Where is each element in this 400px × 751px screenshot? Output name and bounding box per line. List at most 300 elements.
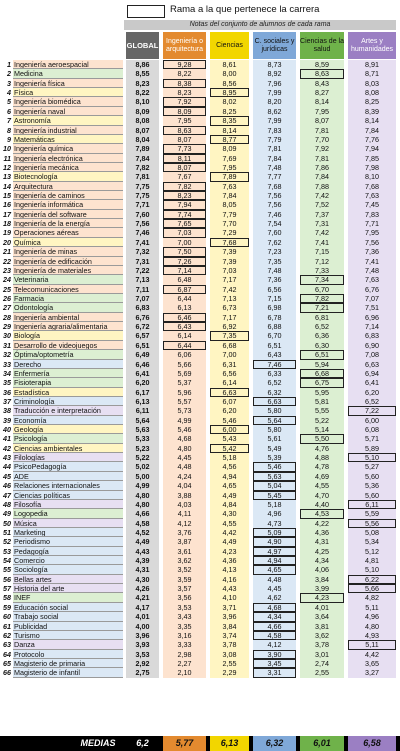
- career-name: Desarrollo de videojuegos: [13, 341, 123, 350]
- medias-label: MEDIAS: [80, 738, 116, 748]
- branch-grade-3: 4,65: [253, 565, 296, 574]
- row-rank: 22: [3, 256, 11, 266]
- table-row: [0, 350, 400, 359]
- branch-grade-3: 4,58: [253, 631, 296, 640]
- row-rank: 42: [3, 443, 11, 453]
- branch-grade-3: 7,99: [253, 116, 296, 125]
- career-name: Ingeniería del software: [13, 210, 123, 219]
- branch-grade-1: 4,80: [163, 444, 206, 453]
- branch-grade-5: 7,14: [348, 322, 396, 331]
- branch-grade-3: 7,81: [253, 144, 296, 153]
- branch-grade-5: 7,07: [348, 294, 396, 303]
- branch-grade-4: 6,81: [300, 313, 344, 322]
- table-body: [0, 60, 400, 678]
- branch-grade-1: 7,67: [163, 172, 206, 181]
- branch-grade-5: 5,71: [348, 434, 396, 443]
- branch-grade-1: 2,98: [163, 650, 206, 659]
- global-grade: 5,33: [126, 434, 159, 443]
- career-name: PsicoPedagogía: [13, 462, 123, 471]
- branch-grade-2: 6,14: [210, 378, 249, 387]
- career-name: Ingeniería de caminos: [13, 191, 123, 200]
- branch-grade-1: 3,88: [163, 491, 206, 500]
- career-name: Logopedia: [13, 509, 123, 518]
- branch-grade-4: 5,81: [300, 397, 344, 406]
- branch-grade-5: 7,76: [348, 135, 396, 144]
- branch-grade-2: 6,56: [210, 369, 249, 378]
- career-name: Ciencias ambientales: [13, 444, 123, 453]
- branch-grade-1: 8,07: [163, 163, 206, 172]
- global-grade: 4,66: [126, 509, 159, 518]
- branch-grade-2: 7,13: [210, 294, 249, 303]
- branch-grade-4: 4,36: [300, 528, 344, 537]
- global-grade: 7,22: [126, 266, 159, 275]
- branch-grade-3: 7,77: [253, 172, 296, 181]
- table-row: [0, 612, 400, 621]
- branch-grade-4: 8,27: [300, 88, 344, 97]
- branch-grade-4: 4,69: [300, 472, 344, 481]
- branch-grade-2: 7,17: [210, 313, 249, 322]
- branch-grade-3: 5,61: [253, 434, 296, 443]
- table-row: [0, 275, 400, 284]
- career-name: Óptima/optometría: [13, 350, 123, 359]
- global-grade: 7,46: [126, 228, 159, 237]
- table-row: [0, 322, 400, 331]
- global-grade: 7,07: [126, 294, 159, 303]
- branch-grade-5: 5,89: [348, 444, 396, 453]
- global-grade: 7,41: [126, 238, 159, 247]
- table-row: [0, 575, 400, 584]
- branch-grade-1: 6,06: [163, 350, 206, 359]
- branch-grade-1: 4,11: [163, 509, 206, 518]
- branch-grade-4: 7,12: [300, 257, 344, 266]
- row-rank: 18: [3, 219, 11, 229]
- header-branch-5: [348, 32, 396, 59]
- row-rank: 21: [3, 247, 11, 257]
- global-grade: 6,46: [126, 360, 159, 369]
- branch-grade-1: 3,16: [163, 631, 206, 640]
- row-rank: 34: [3, 368, 11, 378]
- branch-grade-5: 8,71: [348, 69, 396, 78]
- branch-grade-2: 6,63: [210, 388, 249, 397]
- branch-grade-3: 4,68: [253, 603, 296, 612]
- branch-grade-5: 7,98: [348, 163, 396, 172]
- table-row: [0, 668, 400, 677]
- global-grade: 7,84: [126, 154, 159, 163]
- global-grade: 4,26: [126, 584, 159, 593]
- branch-grade-1: 7,73: [163, 144, 206, 153]
- branch-grade-3: 7,48: [253, 163, 296, 172]
- branch-grade-3: 4,34: [253, 612, 296, 621]
- subtitle-band: Notas del conjunto de alumnos de cada rama: [124, 20, 396, 30]
- branch-grade-1: 7,14: [163, 266, 206, 275]
- branch-grade-2: 8,00: [210, 69, 249, 78]
- career-name: Estadística: [13, 388, 123, 397]
- branch-grade-3: 6,32: [253, 388, 296, 397]
- career-name: Biotecnología: [13, 172, 123, 181]
- branch-grade-4: 7,82: [300, 294, 344, 303]
- branch-grade-1: 4,99: [163, 416, 206, 425]
- branch-grade-3: 4,66: [253, 622, 296, 631]
- branch-grade-2: 2,29: [210, 668, 249, 677]
- branch-grade-4: 7,41: [300, 238, 344, 247]
- branch-grade-2: 4,43: [210, 584, 249, 593]
- row-rank: 61: [3, 621, 11, 631]
- global-grade: 7,81: [126, 172, 159, 181]
- medias-row: [0, 736, 400, 751]
- branch-grade-3: 5,18: [253, 500, 296, 509]
- career-name: Química: [13, 238, 123, 247]
- branch-grade-4: 4,06: [300, 565, 344, 574]
- global-grade: 8,09: [126, 107, 159, 116]
- branch-grade-1: 6,43: [163, 322, 206, 331]
- global-grade: 8,22: [126, 88, 159, 97]
- row-rank: 59: [3, 602, 11, 612]
- branch-grade-1: 7,26: [163, 257, 206, 266]
- branch-grade-5: 5,12: [348, 547, 396, 556]
- branch-grade-1: 3,76: [163, 528, 206, 537]
- career-name: Ingeniería mecánica: [13, 163, 123, 172]
- header-global: [126, 32, 159, 59]
- branch-grade-5: 5,34: [348, 537, 396, 546]
- branch-grade-5: 4,42: [348, 650, 396, 659]
- global-grade: 6,83: [126, 303, 159, 312]
- global-grade: 4,01: [126, 612, 159, 621]
- global-grade: 4,21: [126, 593, 159, 602]
- branch-grade-2: 4,16: [210, 575, 249, 584]
- row-rank: 11: [3, 153, 11, 163]
- table-row: [0, 528, 400, 537]
- row-rank: 57: [3, 584, 11, 594]
- global-grade: 6,41: [126, 369, 159, 378]
- global-grade: 3,53: [126, 650, 159, 659]
- branch-grade-1: 5,57: [163, 397, 206, 406]
- branch-grade-4: 7,86: [300, 163, 344, 172]
- branch-grade-2: 8,77: [210, 135, 249, 144]
- table-row: [0, 360, 400, 369]
- header-branch-2: [210, 32, 249, 59]
- row-rank: 52: [3, 537, 11, 547]
- branch-grade-3: 5,80: [253, 406, 296, 415]
- row-rank: 25: [3, 284, 11, 294]
- branch-grade-2: 3,78: [210, 640, 249, 649]
- branch-grade-4: 4,40: [300, 500, 344, 509]
- career-name: Magisterio de primaria: [13, 659, 123, 668]
- row-rank: 35: [3, 378, 11, 388]
- header-branch-label: Ciencias de la salud: [300, 37, 344, 53]
- global-grade: 7,60: [126, 210, 159, 219]
- branch-grade-2: 4,30: [210, 509, 249, 518]
- branch-grade-4: 7,95: [300, 107, 344, 116]
- row-rank: 23: [3, 265, 11, 275]
- branch-grade-1: 5,66: [163, 360, 206, 369]
- global-grade: 7,89: [126, 144, 159, 153]
- row-rank: 19: [3, 228, 11, 238]
- branch-grade-3: 4,97: [253, 547, 296, 556]
- branch-grade-2: 4,94: [210, 472, 249, 481]
- global-grade: 4,80: [126, 491, 159, 500]
- branch-grade-5: 7,95: [348, 228, 396, 237]
- global-grade: 6,49: [126, 350, 159, 359]
- global-grade: 4,39: [126, 556, 159, 565]
- branch-grade-2: 5,46: [210, 416, 249, 425]
- global-grade: 5,64: [126, 416, 159, 425]
- branch-grade-1: 5,37: [163, 378, 206, 387]
- header-global-label: GLOBAL: [126, 40, 159, 50]
- row-rank: 20: [3, 237, 11, 247]
- branch-grade-4: 5,95: [300, 388, 344, 397]
- branch-grade-2: 4,65: [210, 481, 249, 490]
- branch-grade-4: 7,92: [300, 144, 344, 153]
- branch-grade-4: 3,62: [300, 631, 344, 640]
- legend-swatch: [127, 5, 165, 18]
- career-name: Ciencias políticas: [13, 491, 123, 500]
- branch-grade-2: 8,25: [210, 107, 249, 116]
- branch-grade-3: 7,46: [253, 360, 296, 369]
- branch-grade-2: 3,74: [210, 631, 249, 640]
- branch-grade-2: 5,42: [210, 444, 249, 453]
- branch-grade-2: 6,20: [210, 406, 249, 415]
- career-name: Marketing: [13, 528, 123, 537]
- branch-grade-1: 5,46: [163, 425, 206, 434]
- branch-grade-4: 4,25: [300, 547, 344, 556]
- row-rank: 62: [3, 630, 11, 640]
- row-rank: 39: [3, 415, 11, 425]
- branch-grade-5: 5,56: [348, 519, 396, 528]
- row-rank: 65: [3, 659, 11, 668]
- branch-grade-3: 5,46: [253, 462, 296, 471]
- global-grade: 4,99: [126, 481, 159, 490]
- branch-grade-4: 7,88: [300, 182, 344, 191]
- career-name: Ingeniería aeroespacial: [13, 60, 123, 69]
- table-row: [0, 266, 400, 275]
- career-name: Traducción e interpretación: [13, 406, 123, 415]
- branch-grade-2: 7,84: [210, 191, 249, 200]
- branch-grade-2: 6,00: [210, 425, 249, 434]
- global-grade: 6,17: [126, 388, 159, 397]
- table-row: [0, 116, 400, 125]
- career-name: Arquitectura: [13, 182, 123, 191]
- branch-grade-5: 6,63: [348, 360, 396, 369]
- branch-grade-2: 4,55: [210, 519, 249, 528]
- row-rank: 33: [3, 359, 11, 369]
- branch-grade-3: 7,60: [253, 228, 296, 237]
- branch-grade-1: 5,96: [163, 388, 206, 397]
- branch-grade-3: 4,73: [253, 519, 296, 528]
- branch-grade-2: 6,07: [210, 397, 249, 406]
- global-grade: 5,23: [126, 444, 159, 453]
- global-grade: 4,00: [126, 622, 159, 631]
- career-name: ADE: [13, 472, 123, 481]
- row-rank: 66: [3, 668, 11, 678]
- branch-grade-5: 6,52: [348, 397, 396, 406]
- global-grade: 2,75: [126, 668, 159, 677]
- table-row: [0, 200, 400, 209]
- row-rank: 24: [3, 275, 11, 285]
- branch-grade-1: 9,28: [163, 60, 206, 69]
- global-grade: 8,55: [126, 69, 159, 78]
- branch-grade-2: 4,13: [210, 565, 249, 574]
- branch-grade-2: 7,70: [210, 219, 249, 228]
- branch-grade-2: 7,63: [210, 182, 249, 191]
- global-grade: 2,92: [126, 659, 159, 668]
- row-rank: 27: [3, 303, 11, 313]
- header-branch-label: C. sociales y jurídicas: [254, 37, 295, 53]
- branch-grade-5: 3,65: [348, 659, 396, 668]
- branch-grade-3: 3,31: [253, 668, 296, 677]
- branch-grade-3: 6,33: [253, 369, 296, 378]
- branch-grade-3: 4,12: [253, 640, 296, 649]
- table-row: [0, 210, 400, 219]
- branch-grade-2: 3,08: [210, 650, 249, 659]
- row-rank: 28: [3, 312, 11, 322]
- branch-grade-4: 8,14: [300, 97, 344, 106]
- row-rank: 63: [3, 640, 11, 650]
- branch-grade-2: 7,95: [210, 163, 249, 172]
- branch-grade-4: 5,94: [300, 360, 344, 369]
- row-rank: 17: [3, 209, 11, 219]
- branch-grade-1: 5,69: [163, 369, 206, 378]
- table-row: [0, 622, 400, 631]
- table-row: [0, 491, 400, 500]
- branch-grade-2: 7,29: [210, 228, 249, 237]
- row-rank: 7: [7, 116, 11, 126]
- branch-grade-3: 6,88: [253, 322, 296, 331]
- branch-grade-5: 6,90: [348, 341, 396, 350]
- branch-grade-1: 3,43: [163, 612, 206, 621]
- branch-grade-3: 5,04: [253, 481, 296, 490]
- branch-grade-2: 7,42: [210, 285, 249, 294]
- career-name: Bellas artes: [13, 575, 123, 584]
- branch-grade-1: 3,53: [163, 603, 206, 612]
- table-row: [0, 434, 400, 443]
- table-row: [0, 228, 400, 237]
- table-row: [0, 294, 400, 303]
- branch-grade-5: 8,91: [348, 60, 396, 69]
- branch-grade-1: 3,33: [163, 640, 206, 649]
- table-row: [0, 219, 400, 228]
- branch-grade-5: 6,96: [348, 313, 396, 322]
- branch-grade-1: 3,35: [163, 622, 206, 631]
- table-row: [0, 60, 400, 69]
- global-grade: 8,04: [126, 135, 159, 144]
- career-name: Ingeniería industrial: [13, 126, 123, 135]
- header-branch-3: [253, 32, 296, 59]
- branch-grade-3: 4,48: [253, 575, 296, 584]
- career-name: Criminología: [13, 397, 123, 406]
- global-grade: 6,51: [126, 341, 159, 350]
- table-row: [0, 547, 400, 556]
- career-name: Fisioterapia: [13, 378, 123, 387]
- row-rank: 15: [3, 191, 11, 201]
- header-branch-label: Ciencias: [216, 41, 243, 49]
- branch-grade-5: 8,03: [348, 79, 396, 88]
- branch-grade-4: 7,21: [300, 303, 344, 312]
- branch-grade-4: 7,81: [300, 154, 344, 163]
- table-row: [0, 406, 400, 415]
- career-name: Magisterio de infantil: [13, 668, 123, 677]
- header-branch-label: Artes y humanidades: [350, 37, 394, 53]
- branch-grade-2: 5,18: [210, 453, 249, 462]
- row-rank: 37: [3, 396, 11, 406]
- row-rank: 64: [3, 649, 11, 659]
- global-grade: 7,32: [126, 247, 159, 256]
- career-name: Trabajo social: [13, 612, 123, 621]
- global-grade: 4,52: [126, 528, 159, 537]
- branch-grade-5: 7,94: [348, 144, 396, 153]
- global-grade: 6,57: [126, 331, 159, 340]
- table-row: [0, 144, 400, 153]
- branch-grade-1: 8,63: [163, 126, 206, 135]
- branch-grade-4: 6,52: [300, 322, 344, 331]
- branch-grade-5: 3,27: [348, 668, 396, 677]
- branch-grade-2: 4,49: [210, 491, 249, 500]
- header-branch-label: Ingeniería o arquitectura: [166, 37, 203, 53]
- branch-grade-4: 2,74: [300, 659, 344, 668]
- table-row: [0, 331, 400, 340]
- table-row: [0, 154, 400, 163]
- branch-grade-1: 4,68: [163, 434, 206, 443]
- global-grade: 6,13: [126, 397, 159, 406]
- medias-branch-1: 5,77: [163, 736, 206, 751]
- global-grade: 7,75: [126, 182, 159, 191]
- branch-grade-1: 8,09: [163, 107, 206, 116]
- table-row: [0, 163, 400, 172]
- branch-grade-4: 7,52: [300, 200, 344, 209]
- branch-grade-2: 2,55: [210, 659, 249, 668]
- table-row: [0, 650, 400, 659]
- branch-grade-5: 5,27: [348, 462, 396, 471]
- global-grade: 7,13: [126, 275, 159, 284]
- career-name: Odontología: [13, 303, 123, 312]
- career-name: INEF: [13, 593, 123, 602]
- branch-grade-2: 8,14: [210, 126, 249, 135]
- branch-grade-1: 7,00: [163, 238, 206, 247]
- branch-grade-1: 8,23: [163, 88, 206, 97]
- branch-grade-4: 4,78: [300, 462, 344, 471]
- branch-grade-4: 7,42: [300, 191, 344, 200]
- global-grade: 6,76: [126, 313, 159, 322]
- branch-grade-2: 4,10: [210, 593, 249, 602]
- career-name: Pedagogía: [13, 547, 123, 556]
- branch-grade-5: 6,20: [348, 388, 396, 397]
- career-name: Ingeniería electrónica: [13, 154, 123, 163]
- branch-grade-4: 4,53: [300, 509, 344, 518]
- table-row: [0, 397, 400, 406]
- branch-grade-2: 8,35: [210, 116, 249, 125]
- branch-grade-3: 7,56: [253, 191, 296, 200]
- branch-grade-2: 7,17: [210, 275, 249, 284]
- branch-grade-4: 6,30: [300, 341, 344, 350]
- branch-grade-5: 5,10: [348, 565, 396, 574]
- branch-grade-1: 6,44: [163, 294, 206, 303]
- branch-grade-5: 6,00: [348, 416, 396, 425]
- branch-grade-3: 7,54: [253, 219, 296, 228]
- branch-grade-5: 7,83: [348, 210, 396, 219]
- branch-grade-1: 8,22: [163, 69, 206, 78]
- branch-grade-5: 6,08: [348, 425, 396, 434]
- branch-grade-3: 7,83: [253, 126, 296, 135]
- branch-grade-3: 8,73: [253, 60, 296, 69]
- branch-grade-1: 8,07: [163, 135, 206, 144]
- row-rank: 36: [3, 387, 11, 397]
- branch-grade-2: 6,31: [210, 360, 249, 369]
- branch-grade-4: 6,70: [300, 285, 344, 294]
- table-row: [0, 135, 400, 144]
- career-name: Turismo: [13, 631, 123, 640]
- row-rank: 56: [3, 574, 11, 584]
- row-rank: 1: [7, 60, 11, 69]
- branch-grade-1: 8,23: [163, 191, 206, 200]
